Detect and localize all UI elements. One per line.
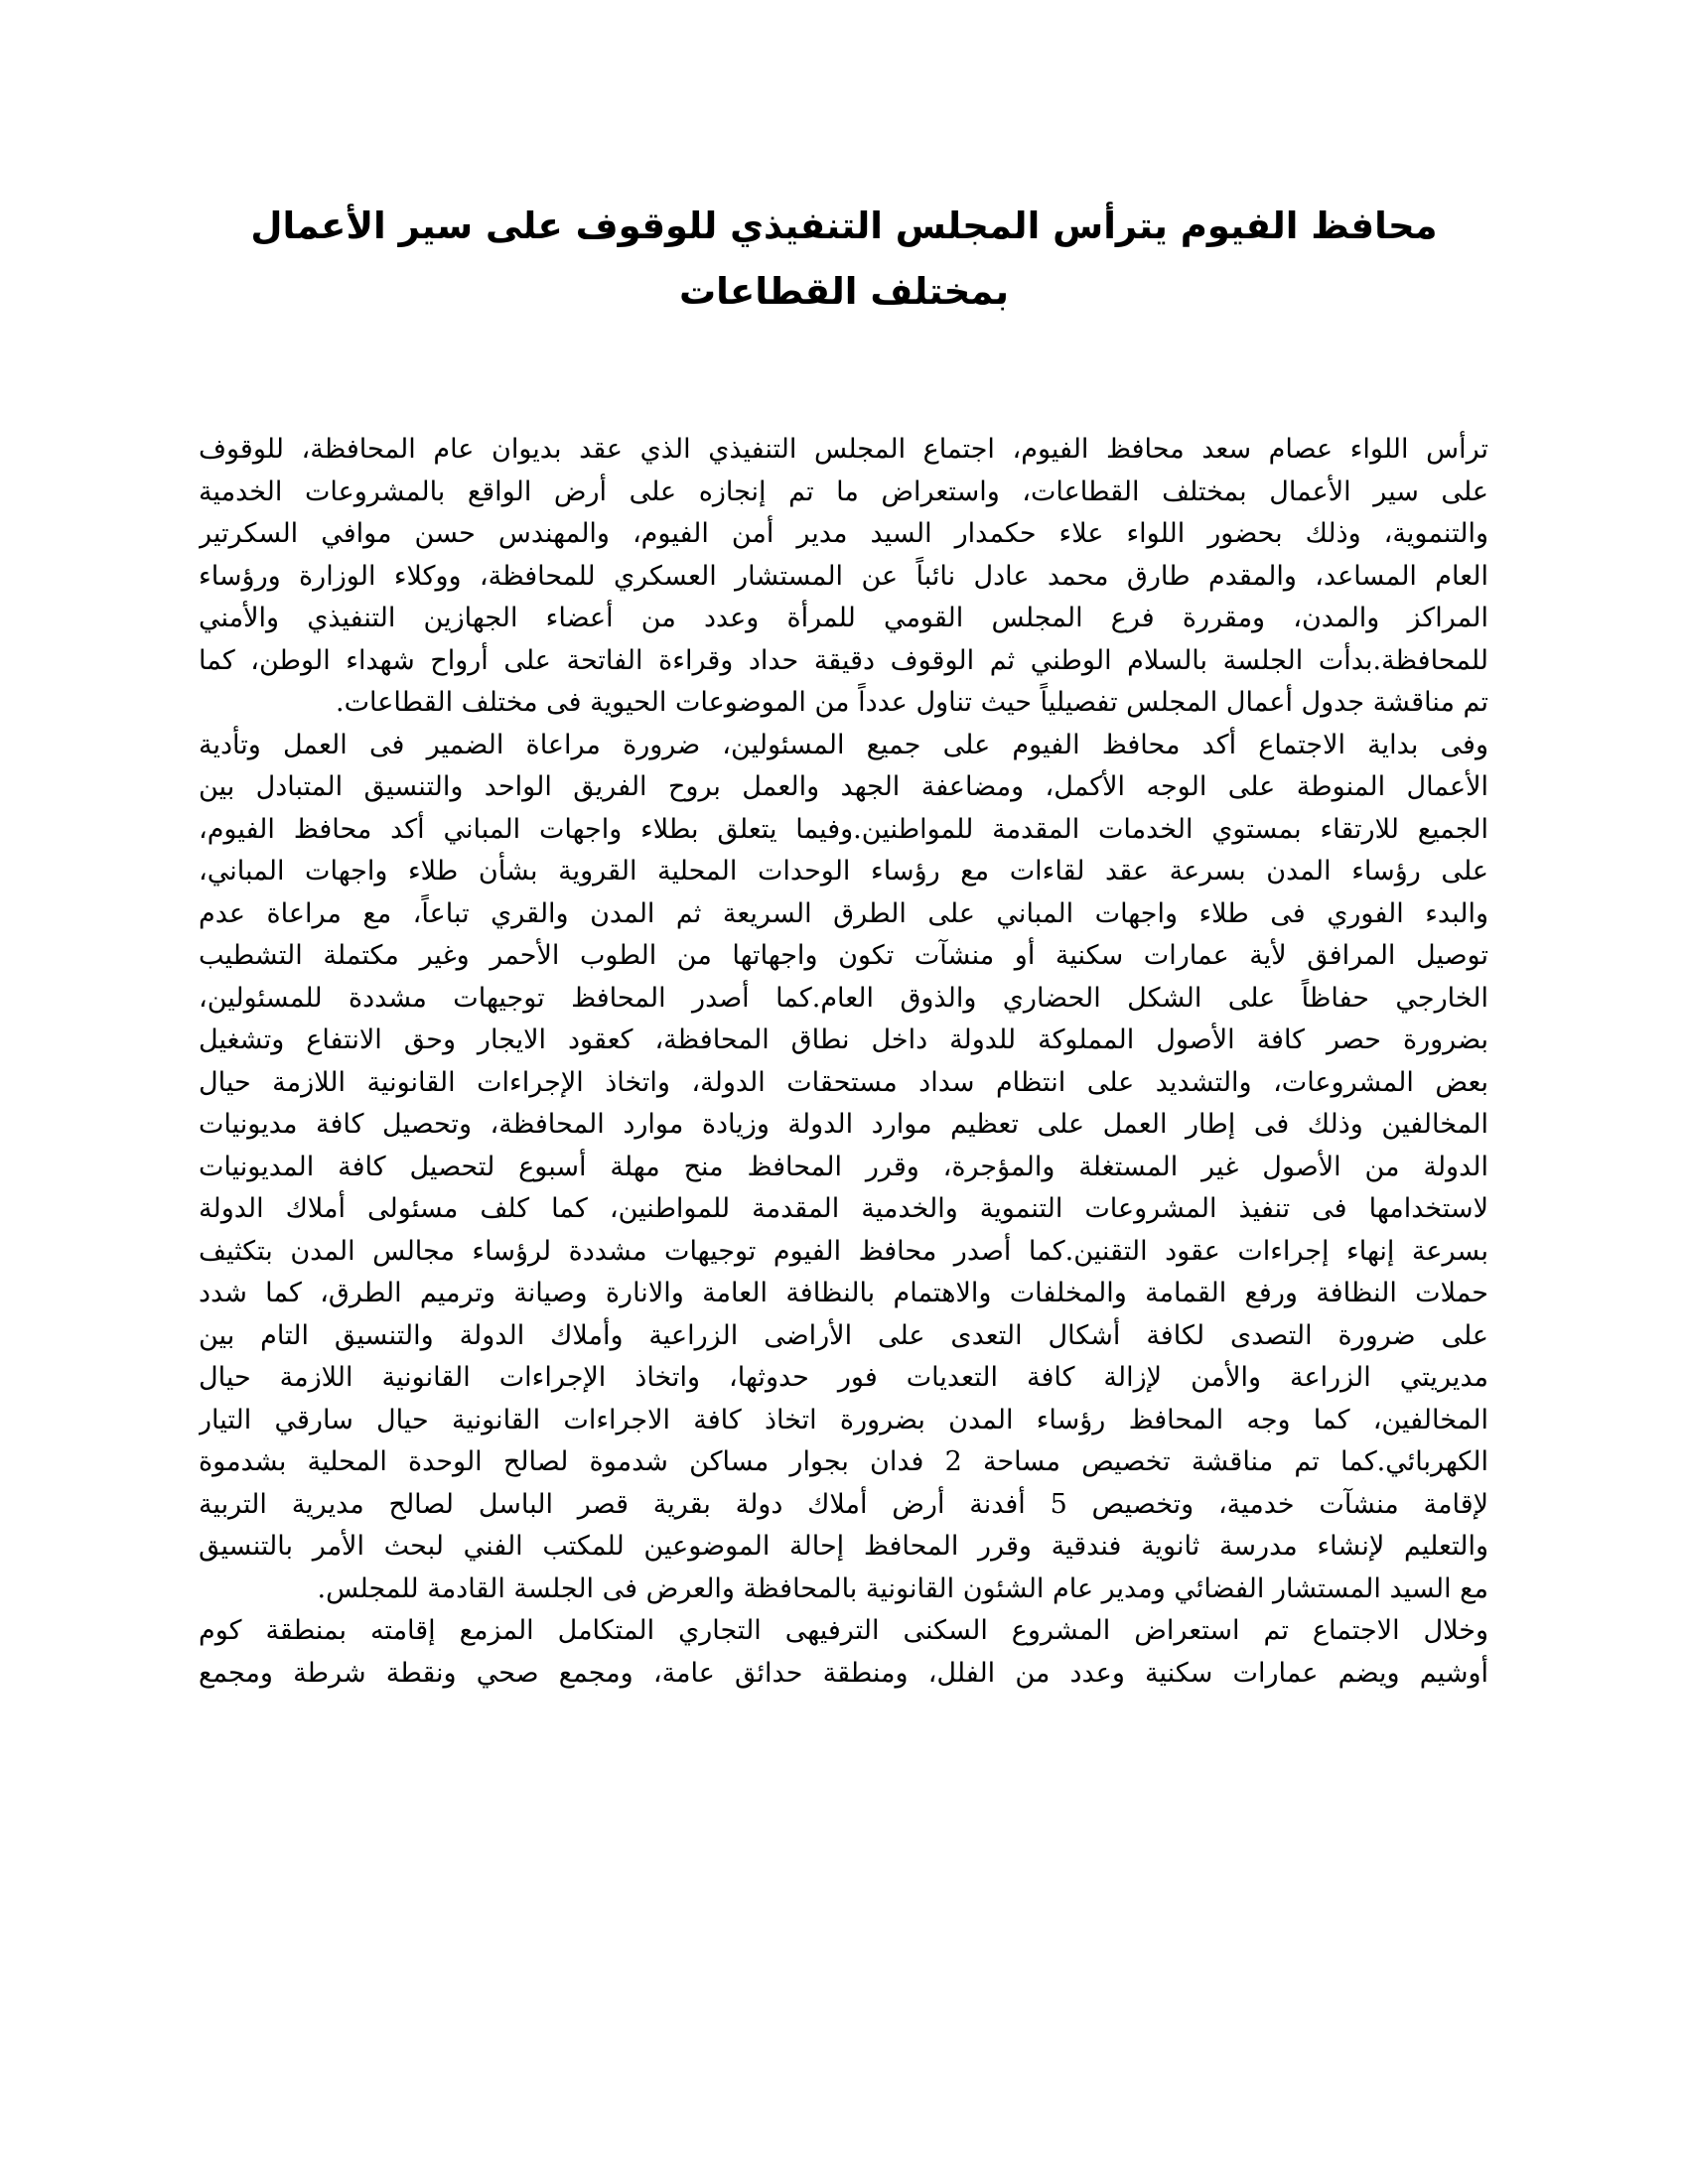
body-line: والبدء الفوري فى طلاء واجهات المباني على الطرق السريعة ثم المدن والقري تباعاً، مع مراعاة عدم bbox=[199, 897, 1488, 929]
body-line: مع السيد المستشار الفضائي ومدير عام الشئون القانونية بالمحافظة والعرض فى الجلسة القادمة للمجلس. bbox=[317, 1572, 1488, 1604]
body-line: العام المساعد، والمقدم طارق محمد عادل نائباً عن المستشار العسكري للمحافظة، ووكلاء الوزارة ورؤساء bbox=[199, 560, 1488, 592]
body-line: بعض المشروعات، والتشديد على انتظام سداد مستحقات الدولة، واتخاذ الإجراءات القانونية اللازمة حيال bbox=[199, 1066, 1488, 1098]
body-line: حملات النظافة ورفع القمامة والمخلفات والاهتمام بالنظافة العامة والانارة وصيانة وترميم الطرق، كما شدد bbox=[199, 1278, 1488, 1308]
body-line: الكهربائي.كما تم مناقشة تخصيص مساحة 2 فدان بجوار مساكن شدموة لصالح الوحدة المحلية بشدموة bbox=[199, 1446, 1488, 1477]
body-line: المخالفين وذلك فى إطار العمل على تعظيم موارد الدولة وزيادة موارد المحافظة، وتحصيل كافة مديونيات bbox=[199, 1109, 1488, 1140]
article-body bbox=[199, 429, 1488, 1695]
body-line: تم مناقشة جدول أعمال المجلس تفصيلياً حيث تناول عدداً من الموضوعات الحيوية فى مختلف القطاعات. bbox=[335, 687, 1488, 718]
body-line: بضرورة حصر كافة الأصول المملوكة للدولة داخل نطاق المحافظة، كعقود الايجار وحق الانتفاع وتشغيل bbox=[199, 1024, 1488, 1055]
body-line: والتنموية، وذلك بحضور اللواء علاء حكمدار السيد مدير أمن الفيوم، والمهندس حسن موافي السكرتير bbox=[199, 518, 1488, 549]
body-line: ترأس اللواء عصام سعد محافظ الفيوم، اجتماع المجلس التنفيذي الذي عقد بديوان عام المحافظة، للوقوف bbox=[199, 434, 1488, 465]
body-line: وخلال الاجتماع تم استعراض المشروع السكنى الترفيهى التجاري المتكامل المزمع إقامته بمنطقة كوم bbox=[199, 1615, 1488, 1646]
body-line: أوشيم ويضم عمارات سكنية وعدد من الفلل، ومنطقة حدائق عامة، ومجمع صحي ونقطة شرطة ومجمع bbox=[199, 1657, 1488, 1689]
body-line: على ضرورة التصدى لكافة أشكال التعدى على الأراضى الزراعية وأملاك الدولة والتنسيق التام بين bbox=[199, 1319, 1488, 1351]
body-line: والتعليم لإنشاء مدرسة ثانوية فندقية وقرر المحافظ إحالة الموضوعين للمكتب الفني لبحث الأمر بالتنسيق bbox=[199, 1531, 1488, 1562]
body-line: الخارجي حفاظاً على الشكل الحضاري والذوق العام.كما أصدر المحافظ توجيهات مشددة للمسئولين، bbox=[199, 982, 1488, 1014]
body-line: المراكز والمدن، ومقررة فرع المجلس القومي للمرأة وعدد من أعضاء الجهازين التنفيذي والأمني bbox=[199, 603, 1488, 633]
body-line: لاستخدامها فى تنفيذ المشروعات التنموية والخدمية المقدمة للمواطنين، كما كلف مسئولى أملاك الدولة bbox=[199, 1193, 1488, 1224]
body-line: توصيل المرافق لأية عمارات سكنية أو منشآت تكون واجهاتها من الطوب الأحمر وغير مكتملة التشطيب bbox=[199, 940, 1488, 971]
body-line: للمحافظة.بدأت الجلسة بالسلام الوطني ثم الوقوف دقيقة حداد وقراءة الفاتحة على أرواح شهداء الوطن، كما bbox=[199, 644, 1488, 676]
body-line: على سير الأعمال بمختلف القطاعات، واستعراض ما تم إنجازه على أرض الواقع بالمشروعات الخدمية bbox=[199, 476, 1488, 507]
body-line: الجميع للارتقاء بمستوي الخدمات المقدمة للمواطنين.وفيما يتعلق بطلاء واجهات المباني أكد محافظ الفيوم، bbox=[199, 813, 1488, 845]
body-line: مديريتي الزراعة والأمن لإزالة كافة التعديات فور حدوثها، واتخاذ الإجراءات القانونية اللازمة حيال bbox=[199, 1362, 1488, 1393]
body-line: على رؤساء المدن بسرعة عقد لقاءات مع رؤساء الوحدات المحلية القروية بشأن طلاء واجهات المباني، bbox=[199, 856, 1488, 887]
body-line: بسرعة إنهاء إجراءات عقود التقنين.كما أصدر محافظ الفيوم توجيهات مشددة لرؤساء مجالس المدن بتكثيف bbox=[199, 1235, 1488, 1267]
article-title: محافظ الفيوم يترأس المجلس التنفيذي للوقوف على سير الأعمال بمختلف القطاعات bbox=[250, 205, 1438, 313]
body-line: الدولة من الأصول غير المستغلة والمؤجرة، وقرر المحافظ منح مهلة أسبوع لتحصيل كافة المديونيات bbox=[199, 1151, 1488, 1182]
body-line: وفى بداية الاجتماع أكد محافظ الفيوم على جميع المسئولين، ضرورة مراعاة الضمير فى العمل وتأدية bbox=[199, 729, 1488, 760]
body-line: لإقامة منشآت خدمية، وتخصيص 5 أفدنة أرض أملاك دولة بقرية قصر الباسل لصالح مديرية التربية bbox=[199, 1488, 1488, 1520]
body-line: الأعمال المنوطة على الوجه الأكمل، ومضاعفة الجهد والعمل بروح الفريق الواحد والتنسيق المتبادل بين bbox=[199, 771, 1488, 802]
body-line: المخالفين، كما وجه المحافظ رؤساء المدن بضرورة اتخاذ كافة الاجراءات القانونية حيال سارقي التيار bbox=[199, 1404, 1488, 1435]
